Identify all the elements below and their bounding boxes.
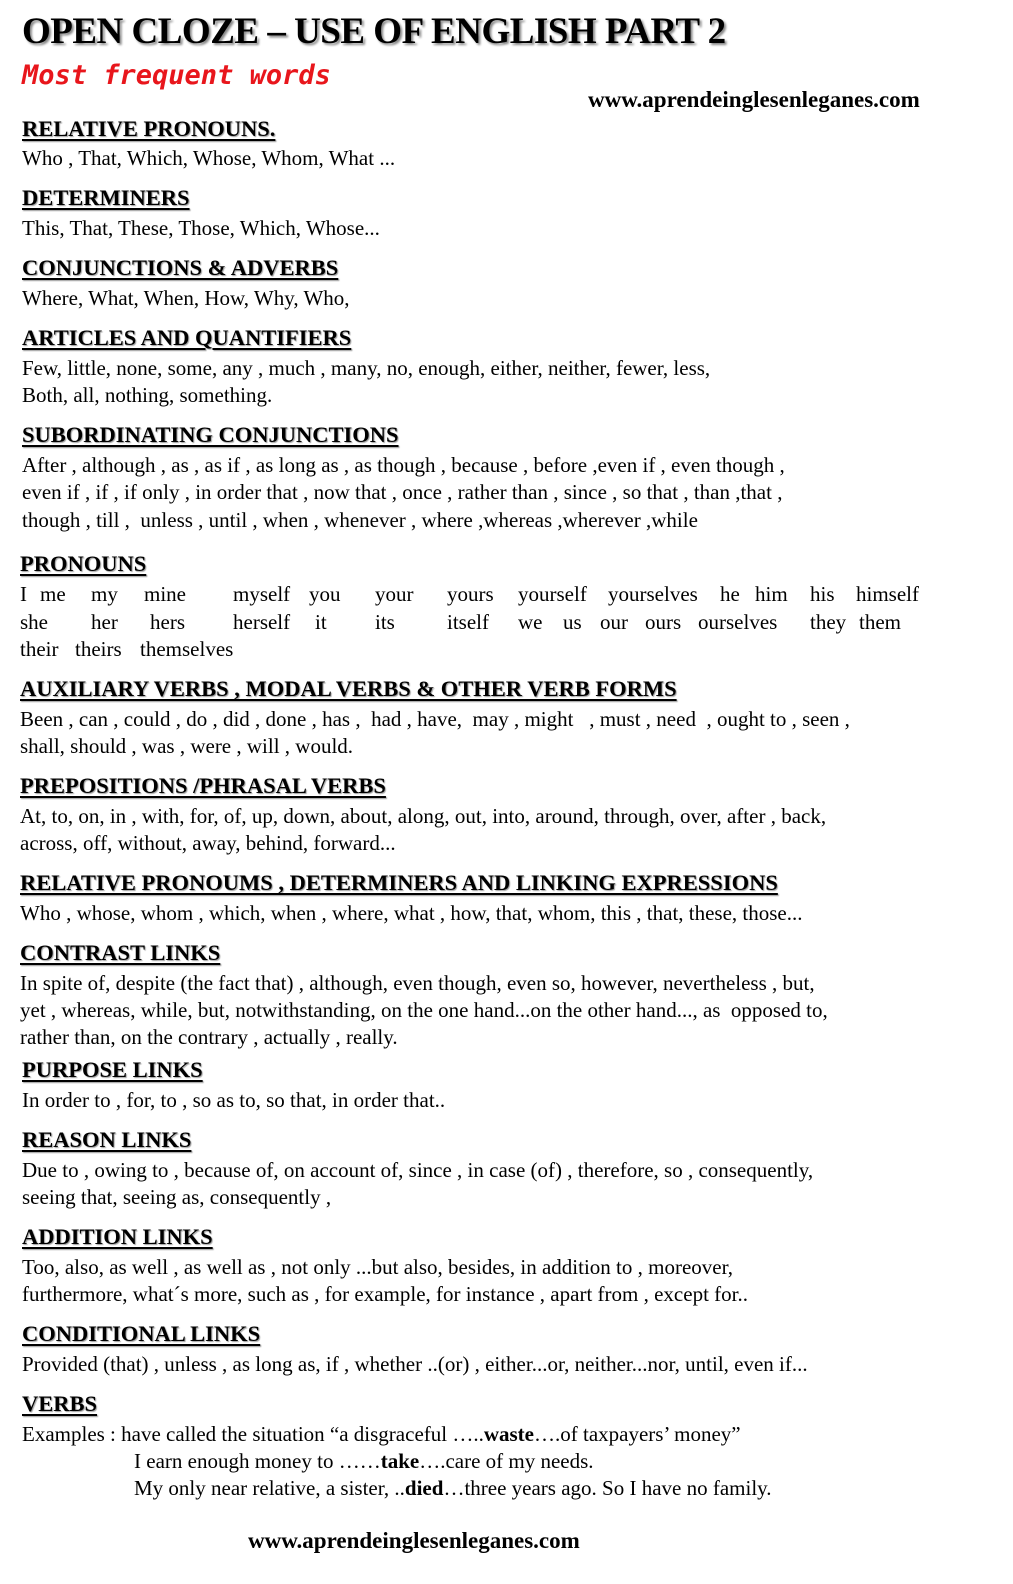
- subordinating-line-2: even if , if , if only , in order that , now that , once , rather than , since , so that , than ,that ,: [22, 480, 783, 504]
- purpose-line: In order to , for, to , so as to, so that, in order that..: [22, 1088, 446, 1112]
- pronoun-word: mine: [144, 582, 186, 606]
- articles-quantifiers-line-2: Both, all, nothing, something.: [22, 383, 273, 407]
- pronoun-word: his: [810, 582, 835, 606]
- example-text: My only near relative, a sister, ..: [134, 1476, 405, 1500]
- pronoun-word: we: [518, 610, 543, 634]
- example-text: Examples : have called the situation “a disgraceful …..: [22, 1422, 484, 1446]
- pronoun-word: ourselves: [698, 610, 778, 634]
- heading-articles-quantifiers: ARTICLES AND QUANTIFIERS: [22, 325, 352, 350]
- pronoun-word: myself: [233, 582, 291, 606]
- example-text: ….of taxpayers’ money”: [534, 1422, 741, 1446]
- pronoun-word: yours: [447, 582, 494, 606]
- heading-auxiliary-verbs: AUXILIARY VERBS , MODAL VERBS & OTHER VERB FORMS: [20, 676, 677, 701]
- pronoun-word: my: [91, 582, 118, 606]
- example-text: ….care of my needs.: [419, 1449, 594, 1473]
- pronoun-word: me: [40, 582, 66, 606]
- conjunctions-adverbs-line: Where, What, When, How, Why, Who,: [22, 286, 350, 310]
- verbs-example-2: [134, 1449, 594, 1474]
- pronoun-word: itself: [447, 610, 489, 634]
- pronoun-word: she: [20, 610, 48, 634]
- contrast-line-1: In spite of, despite (the fact that) , although, even though, even so, however, nevertheless , but,: [20, 971, 815, 995]
- example-answer: died: [404, 1476, 444, 1500]
- pronoun-word: themselves: [140, 637, 234, 661]
- example-text: …three years ago. So I have no family.: [443, 1476, 772, 1500]
- pronoun-word: your: [375, 582, 414, 606]
- heading-reason-links: REASON LINKS: [22, 1127, 192, 1152]
- example-answer: take: [380, 1449, 420, 1473]
- auxiliary-line-1: Been , can , could , do , did , done , has , had , have, may , might , must , need , ought to , seen ,: [20, 707, 850, 731]
- reason-line-1: Due to , owing to , because of, on account of, since , in case (of) , therefore, so , consequently,: [22, 1158, 814, 1182]
- page-subtitle: Most frequent words: [22, 60, 331, 91]
- pronoun-word: us: [563, 610, 582, 634]
- prepositions-line-2: across, off, without, away, behind, forward...: [20, 831, 396, 855]
- heading-relative-pronouns: RELATIVE PRONOUNS.: [22, 116, 276, 141]
- pronoun-word: theirs: [75, 637, 122, 661]
- pronoun-word: they: [810, 610, 847, 634]
- example-text: I earn enough money to ……: [134, 1449, 381, 1473]
- conditional-line: Provided (that) , unless , as long as, if , whether ..(or) , either...or, neither...nor, until, even if...: [22, 1352, 808, 1376]
- pronoun-word: herself: [233, 610, 291, 634]
- pronoun-word: you: [309, 582, 341, 606]
- pronoun-word: himself: [856, 582, 919, 606]
- page-title: OPEN CLOZE – USE OF ENGLISH PART 2: [22, 11, 726, 52]
- heading-conditional-links: CONDITIONAL LINKS: [22, 1321, 261, 1346]
- subordinating-line-1: After , although , as , as if , as long as , as though , because , before ,even if , even though ,: [22, 453, 785, 477]
- relative-pronouns-line: Who , That, Which, Whose, Whom, What ...: [22, 146, 396, 170]
- heading-purpose-links: PURPOSE LINKS: [22, 1057, 203, 1082]
- heading-determiners: DETERMINERS: [22, 185, 190, 210]
- heading-relative-linking: RELATIVE PRONOUMS , DETERMINERS AND LINKING EXPRESSIONS: [20, 870, 778, 895]
- subordinating-line-3: though , till , unless , until , when , whenever , where ,whereas ,wherever ,while: [22, 508, 698, 532]
- pronoun-word: its: [375, 610, 395, 634]
- addition-line-2: furthermore, what´s more, such as , for example, for instance , apart from , except for..: [22, 1282, 748, 1306]
- contrast-line-3: rather than, on the contrary , actually , really.: [20, 1025, 398, 1049]
- heading-addition-links: ADDITION LINKS: [22, 1224, 213, 1249]
- heading-subordinating-conjunctions: SUBORDINATING CONJUNCTIONS: [22, 422, 399, 447]
- prepositions-line-1: At, to, on, in , with, for, of, up, down, about, along, out, into, around, through, over, after , back,: [20, 804, 827, 828]
- pronoun-word: our: [600, 610, 628, 634]
- pronoun-word: yourselves: [608, 582, 698, 606]
- pronoun-word: their: [20, 637, 59, 661]
- determiners-line: This, That, These, Those, Which, Whose...: [22, 216, 380, 240]
- contrast-line-2: yet , whereas, while, but, notwithstanding, on the one hand...on the other hand..., as opposed to,: [20, 998, 828, 1022]
- example-answer: waste: [483, 1422, 534, 1446]
- pronoun-word: them: [859, 610, 901, 634]
- pronoun-word: him: [755, 582, 788, 606]
- heading-verbs: VERBS: [22, 1391, 98, 1416]
- pronoun-word: her: [91, 610, 118, 634]
- heading-contrast-links: CONTRAST LINKS: [20, 940, 221, 965]
- heading-prepositions: PREPOSITIONS /PHRASAL VERBS: [20, 773, 386, 798]
- pronoun-word: hers: [150, 610, 185, 634]
- website-link-top[interactable]: www.aprendeinglesenleganes.com: [588, 87, 920, 112]
- addition-line-1: Too, also, as well , as well as , not only ...but also, besides, in addition to , moreover,: [22, 1255, 733, 1279]
- heading-pronouns: PRONOUNS: [20, 551, 147, 576]
- articles-quantifiers-line-1: Few, little, none, some, any , much , many, no, enough, either, neither, fewer, less,: [22, 356, 711, 380]
- pronoun-word: I: [20, 582, 27, 606]
- pronoun-word: yourself: [518, 582, 587, 606]
- verbs-example-3: [134, 1476, 772, 1501]
- heading-conjunctions-adverbs: CONJUNCTIONS & ADVERBS: [22, 255, 339, 280]
- website-link-bottom[interactable]: www.aprendeinglesenleganes.com: [248, 1528, 580, 1553]
- reason-line-2: seeing that, seeing as, consequently ,: [22, 1185, 332, 1209]
- relative-linking-line: Who , whose, whom , which, when , where, what , how, that, whom, this , that, these, those...: [20, 901, 803, 925]
- pronoun-word: it: [315, 610, 327, 634]
- pronoun-word: ours: [645, 610, 682, 634]
- verbs-example-1: [22, 1422, 741, 1447]
- auxiliary-line-2: shall, should , was , were , will , would.: [20, 734, 354, 758]
- pronoun-word: he: [720, 582, 740, 606]
